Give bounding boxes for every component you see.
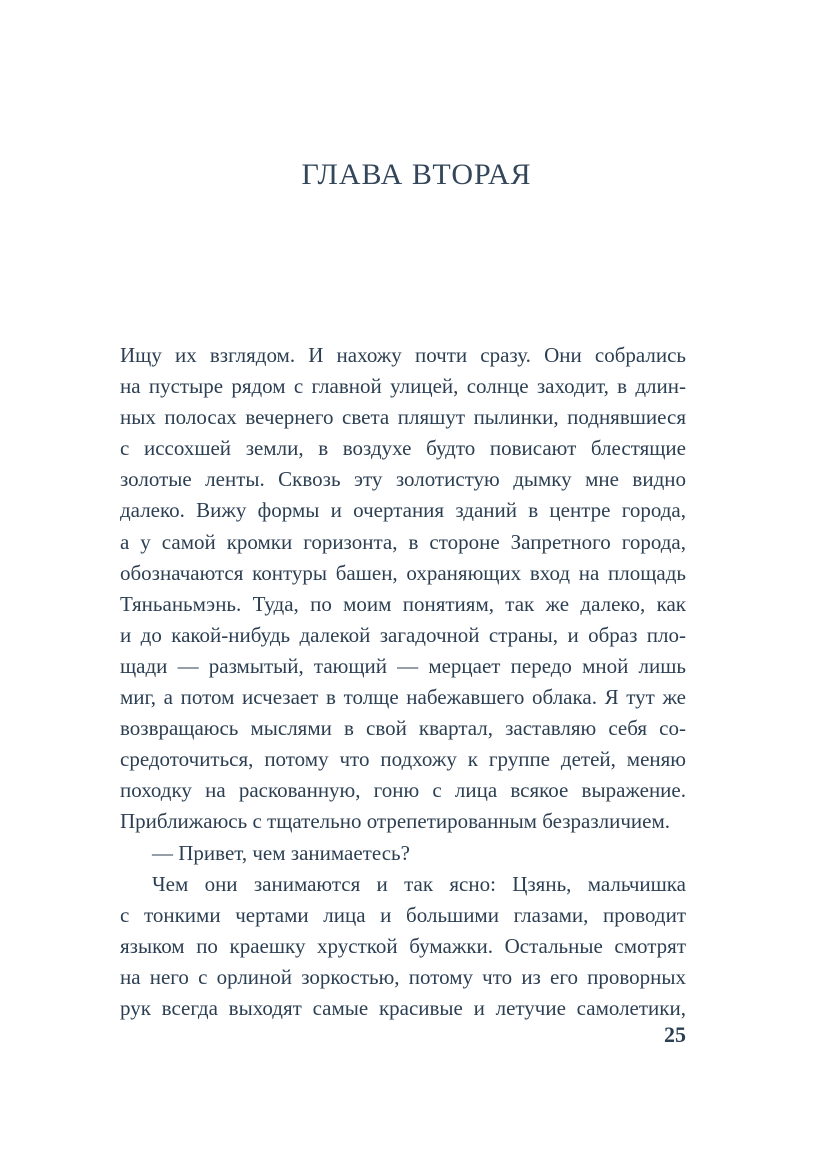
chapter-title: ГЛАВА ВТОРАЯ <box>301 158 532 191</box>
dialogue-line: — Привет, чем занимаетесь? <box>152 840 410 865</box>
text-line: на него с орлиной зоркостью, потому что из его проворных <box>120 964 686 989</box>
text-line: Ищу их взглядом. И нахожу почти сразу. Они собрались <box>120 343 686 367</box>
text-line: с иссохшей земли, в воздухе будто повисают блестящие <box>120 436 686 461</box>
text-line: золотые ленты. Сквозь эту золотистую дымку мне видно <box>120 467 686 492</box>
paragraph-start-line: Чем они занимаются и так ясно: Цзянь, мальчишка <box>152 871 686 896</box>
page-number: 25 <box>664 1022 686 1047</box>
body-text <box>120 340 686 1024</box>
text-line: возвращаюсь мыслями в свой квартал, заставляю себя со- <box>120 716 686 741</box>
text-line: языком по краешку хрусткой бумажки. Остальные смотрят <box>120 933 686 958</box>
text-line: Приближаюсь с тщательно отрепетированным безразличием. <box>120 809 670 834</box>
text-line: рук всегда выходят самые красивые и летучие самолетики, <box>120 995 686 1020</box>
text-line: походку на раскованную, гоню с лица всякое выражение. <box>120 778 686 803</box>
text-line: Тяньаньмэнь. Туда, по моим понятиям, так же далеко, как <box>120 591 686 616</box>
text-line: и до какой-нибудь далекой загадочной страны, и образ пло- <box>120 622 686 647</box>
text-line: обозначаются контуры башен, охраняющих вход на площадь <box>120 560 686 585</box>
text-line: средоточиться, потому что подхожу к группе детей, меняю <box>120 747 686 772</box>
text-line: на пустыре рядом с главной улицей, солнце заходит, в длин- <box>120 374 686 399</box>
text-line: а у самой кромки горизонта, в стороне Запретного города, <box>120 529 686 554</box>
text-line: миг, а потом исчезает в толще набежавшего облака. Я тут же <box>120 685 686 710</box>
text-line: с тонкими чертами лица и большими глазами, проводит <box>120 902 686 927</box>
text-line: ных полосах вечернего света пляшут пылинки, поднявшиеся <box>120 405 686 430</box>
text-line: щади — размытый, тающий — мерцает передо мной лишь <box>120 653 686 678</box>
text-line: далеко. Вижу формы и очертания зданий в центре города, <box>120 498 686 523</box>
